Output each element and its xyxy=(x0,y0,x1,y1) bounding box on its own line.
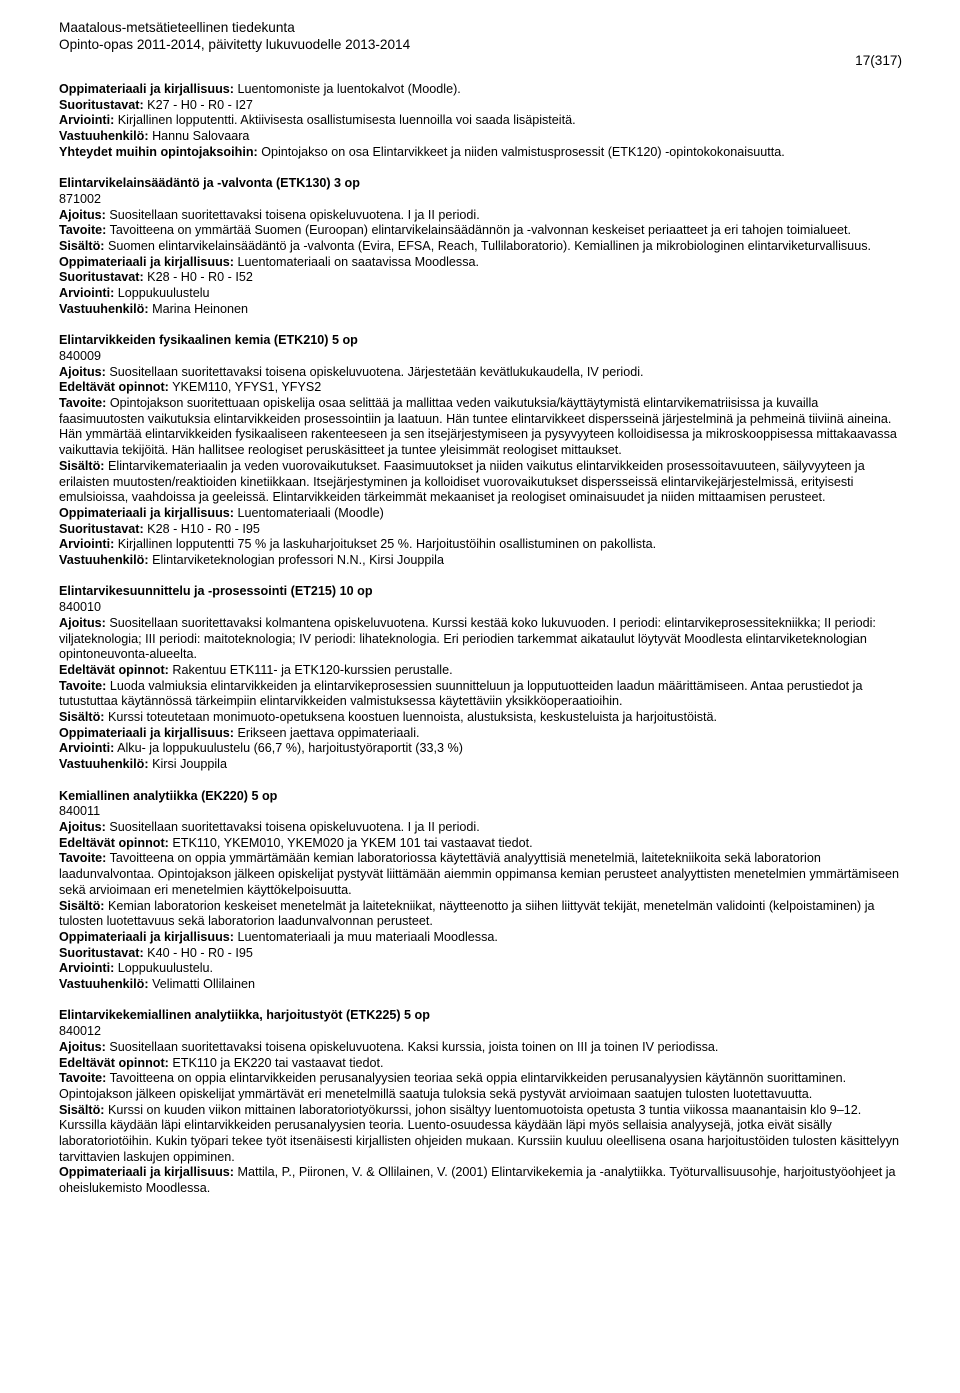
assessment-line: Arviointi: Alku- ja loppukuulustelu (66,7 %), harjoitustyöraportit (33,3 %) xyxy=(59,741,463,756)
responsible-line: Vastuuhenkilö: Kirsi Jouppila xyxy=(59,757,227,772)
methods-line: Suoritustavat: K28 - H0 - R0 - I52 xyxy=(59,270,253,285)
methods-line: Suoritustavat: K28 - H10 - R0 - I95 xyxy=(59,521,260,536)
course-code: 840011 xyxy=(59,804,101,819)
prereq-line: Edeltävät opinnot: YKEM110, YFYS1, YFYS2 xyxy=(59,380,322,395)
content-line: Sisältö: Suomen elintarvikelainsäädäntö ja -valvonta (Evira, EFSA, Reach, Tullilaboratorio). Kemiallinen ja mikrobiologinen elintarviketurvallisuus. xyxy=(59,239,871,254)
course-etk225 xyxy=(59,1008,904,1196)
page-header xyxy=(59,20,410,53)
materials-line: Oppimateriaali ja kirjallisuus: Erikseen jaettava oppimateriaali. xyxy=(59,725,420,740)
course-title: Elintarvikelainsäädäntö ja -valvonta (ETK130) 3 op xyxy=(59,176,360,191)
course-code: 840012 xyxy=(59,1024,102,1039)
content-line: Sisältö: Elintarvikemateriaalin ja veden vuorovaikutukset. Faasimuutokset ja niiden vaikutus elintarvikkeiden prosessoitavuuteen, säilyvyyteen ja erilaisten muutosten/reaktioiden kinetiikkaan. Itsejärjestyminen ja kolloidiset vuorovaikutukset dispersseissä elintarvikejärjestelmissä, erityisesti emulsioissa, vaahdoissa ja geeleissä. Elintarvikkeiden tärkeimmät mekaaniset ja reologiset ominaisuudet ja niiden mittaamisen perusteet. xyxy=(59,458,865,505)
course-title: Elintarvikkeiden fysikaalinen kemia (ETK210) 5 op xyxy=(59,333,358,348)
goal-line: Tavoite: Tavoitteena on oppia elintarvikkeiden perusanalyysien teoriaa sekä oppia elintarvikkeiden perusanalyysien käytännön suorittaminen. Opintojakson jälkeen opiskelijat ymmärtävät eri menetelmillä saatuja tuloksia sekä pystyvät arvioimaan saatujen tulosten luotettavuutta. xyxy=(59,1071,847,1101)
links-line: Yhteydet muihin opintojaksoihin: Opintojakso on osa Elintarvikkeet ja niiden valmistusprosessit (ETK120) -opintokokonaisuutta. xyxy=(59,144,785,159)
guide-title: Opinto-opas 2011-2014, päivitetty lukuvuodelle 2013-2014 xyxy=(59,36,411,52)
materials-line: Oppimateriaali ja kirjallisuus: Luentomateriaali on saatavissa Moodlessa. xyxy=(59,254,480,269)
page-number: 17(317) xyxy=(855,53,902,68)
prereq-line: Edeltävät opinnot: ETK110 ja EK220 tai vastaavat tiedot. xyxy=(59,1055,384,1070)
course-code: 840009 xyxy=(59,348,102,363)
course-ek220 xyxy=(59,789,904,993)
responsible-line: Vastuuhenkilö: Velimatti Ollilainen xyxy=(59,977,255,992)
course-title: Elintarvikekemiallinen analytiikka, harjoitustyöt (ETK225) 5 op xyxy=(59,1008,430,1023)
timing-line: Ajoitus: Suositellaan suoritettavaksi toisena opiskeluvuotena. Järjestetään kevätlukukaudella, IV periodi. xyxy=(59,364,644,379)
content-line: Sisältö: Kemian laboratorion keskeiset menetelmät ja laitetekniikat, näytteenotto ja siihen liittyvät tekijät, menetelmän validointi (kelpoistaminen) ja tulosten luotettavuus sekä laboratorion laadunvalvonnan perusteet. xyxy=(59,898,875,929)
course-etk210 xyxy=(59,333,904,569)
content-line: Sisältö: Kurssi toteutetaan monimuoto-opetuksena koostuen luennoista, alustuksista, keskusteluista ja harjoitustöistä. xyxy=(59,710,718,725)
timing-line: Ajoitus: Suositellaan suoritettavaksi toisena opiskeluvuotena. I ja II periodi. xyxy=(59,819,480,834)
document-body xyxy=(59,82,904,1197)
materials-line: Oppimateriaali ja kirjallisuus: Mattila, P., Piironen, V. & Ollilainen, V. (2001) Elintarvikekemia ja -analytiikka. Työturvallisuusohje, harjoitustyöohjeet ja oheislukemisto Moodlessa. xyxy=(59,1165,896,1196)
content-line: Sisältö: Kurssi on kuuden viikon mittainen laboratoriotyökurssi, johon sisältyy luentomuotoista opetusta 3 tuntia viikossa maanantaisin klo 9–12. Kurssilla käydään läpi elintarvikkeiden perusanalyysien teoria. Luento-osuudessa käydään läpi myös sellaisia analyysejä, jotka eivät sisälly laboratoriotöihin. Kukin työpari tekee työt itsenäisesti kirjallisten ohjeiden mukaan. Kurssiin kuuluu oleellisena osana harjoitustöiden tulosten käsittelyyn tarvittavien laskujen oppiminen. xyxy=(59,1102,900,1164)
goal-line: Tavoite: Opintojakson suoritettuaan opiskelija osaa selittää ja mallittaa veden vaikutuksia/käyttäytymistä elintarvikematriisissa ja kuvailla faasimuutosten vaikutuksia elintarvikkeiden prosessointiin ja laatuun. Hän tuntee elintarvikkeet dispersseinä järjestelminä ja pehmeinä tiiviinä aineina. Hän ymmärtää elintarvikkeiden fysikaaliseen rakenteeseen ja sen itsejärjestymiseen ja pysyvyyteen kolloidisessa ja mikroskooppisessa mittakaavassa vaikuttavia tekijöitä. Hän hallitsee reologiset peruskäsitteet ja tuntee yleisimmät reologiset mittaukset. xyxy=(59,396,897,458)
goal-line: Tavoite: Luoda valmiuksia elintarvikkeiden ja elintarvikeprosessien suunnitteluun ja lopputuotteiden laadun määrittämiseen. Antaa perustiedot ja tutustuttaa käytännössä tärkeimpiin elintarvikkeiden valmistuksessa käytettäviin yksikköoperaatioihin. xyxy=(59,678,863,709)
course-code: 840010 xyxy=(59,600,102,615)
prereq-line: Edeltävät opinnot: Rakentuu ETK111- ja ETK120-kurssien perustalle. xyxy=(59,662,453,677)
responsible-line: Vastuuhenkilö: Marina Heinonen xyxy=(59,301,248,316)
goal-line: Tavoite: Tavoitteena on ymmärtää Suomen (Euroopan) elintarvikelainsäädännön ja -valvonnan keskeiset periaatteet ja eri tahojen toimialueet. xyxy=(59,223,852,238)
assessment-line: Arviointi: Loppukuulustelu xyxy=(59,286,210,301)
materials-line: Oppimateriaali ja kirjallisuus: Luentomoniste ja luentokalvot (Moodle). xyxy=(59,82,461,96)
course-title: Kemiallinen analytiikka (EK220) 5 op xyxy=(59,788,278,803)
timing-line: Ajoitus: Suositellaan suoritettavaksi toisena opiskeluvuotena. Kaksi kurssia, joista toinen on III ja toinen IV periodissa. xyxy=(59,1039,719,1054)
assessment-line: Arviointi: Kirjallinen lopputentti. Aktiivisesta osallistumisesta luennoilla voi saada lisäpisteitä. xyxy=(59,113,576,128)
institution-name: Maatalous-metsätieteellinen tiedekunta xyxy=(59,20,295,35)
materials-line: Oppimateriaali ja kirjallisuus: Luentomateriaali ja muu materiaali Moodlessa. xyxy=(59,929,498,944)
timing-line: Ajoitus: Suositellaan suoritettavaksi kolmantena opiskeluvuotena. Kurssi kestää koko lukuvuoden. I periodi: elintarvikeprosessitekniikka; II periodi: viljateknologia; III periodi: maitoteknologia; IV periodi: lihateknologia. Eri periodien tarkemmat aikataulut löytyvät Moodlesta elintarviketeknologian opintoneuvonta-alueelta. xyxy=(59,615,876,662)
methods-line: Suoritustavat: K27 - H0 - R0 - I27 xyxy=(59,97,253,112)
course-et215 xyxy=(59,584,904,772)
course-code: 871002 xyxy=(59,191,102,206)
prereq-line: Edeltävät opinnot: ETK110, YKEM010, YKEM020 ja YKEM 101 tai vastaavat tiedot. xyxy=(59,835,533,850)
course-title: Elintarvikesuunnittelu ja -prosessointi (ET215) 10 op xyxy=(59,584,373,599)
goal-line: Tavoite: Tavoitteena on oppia ymmärtämään kemian laboratoriossa käytettäviä analyyttisiä menetelmiä, laitetekniikoita sekä laboratorion laadunvalvontaa. Opintojakson jälkeen opiskelijat pystyvät liittämään aiemmin oppimansa kemian perusteet analyyttisten menetelmien ymmärtämiseen sekä arvioimaan eri menetelmien käyttökelpoisuutta. xyxy=(59,851,900,897)
responsible-line: Vastuuhenkilö: Hannu Salovaara xyxy=(59,129,250,144)
assessment-line: Arviointi: Kirjallinen lopputentti 75 % ja laskuharjoitukset 25 %. Harjoitustöihin osallistuminen on pakollista. xyxy=(59,537,657,552)
responsible-line: Vastuuhenkilö: Elintarviketeknologian professori N.N., Kirsi Jouppila xyxy=(59,553,444,568)
course-etk130 xyxy=(59,176,904,317)
materials-line: Oppimateriaali ja kirjallisuus: Luentomateriaali (Moodle) xyxy=(59,505,384,520)
assessment-line: Arviointi: Loppukuulustelu. xyxy=(59,961,214,976)
methods-line: Suoritustavat: K40 - H0 - R0 - I95 xyxy=(59,945,253,960)
timing-line: Ajoitus: Suositellaan suoritettavaksi toisena opiskeluvuotena. I ja II periodi. xyxy=(59,207,480,222)
